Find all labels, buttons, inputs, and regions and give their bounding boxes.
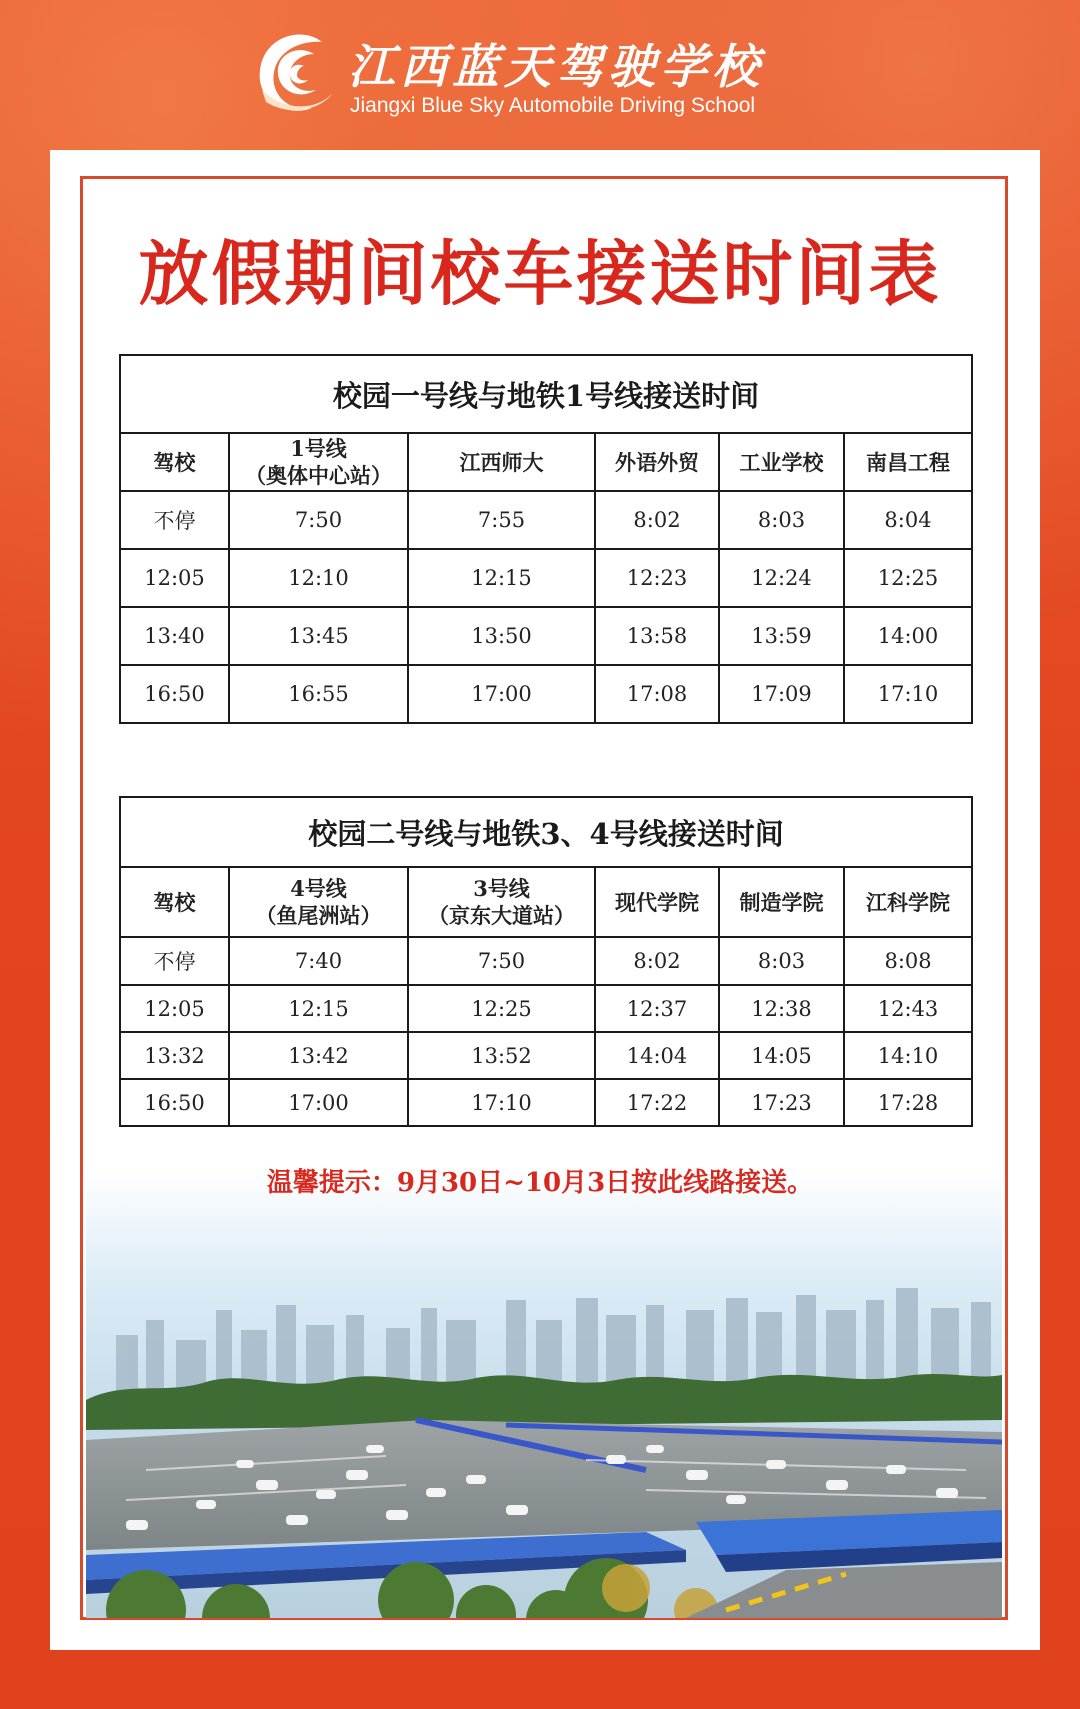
- table-cell: 14:00: [844, 607, 972, 665]
- table-cell: 12:05: [120, 985, 229, 1032]
- table-row: [120, 549, 972, 607]
- table-cell: 16:55: [229, 665, 408, 723]
- table-cell: 7:50: [408, 937, 595, 985]
- column-header: 现代学院: [595, 867, 719, 937]
- table-cell: 7:50: [229, 491, 408, 549]
- table-cell: 12:05: [120, 549, 229, 607]
- table-cell: 17:10: [408, 1079, 595, 1126]
- table-cell: 17:23: [719, 1079, 844, 1126]
- table-cell: 7:55: [408, 491, 595, 549]
- table-cell: 13:58: [595, 607, 719, 665]
- column-header: 南昌工程: [844, 433, 972, 491]
- table-cell: 不停: [120, 491, 229, 549]
- table-row: [120, 937, 972, 985]
- table-cell: 12:38: [719, 985, 844, 1032]
- table-header-row: [120, 867, 972, 937]
- table-row: [120, 665, 972, 723]
- header: [0, 0, 1080, 150]
- table-caption: 校园二号线与地铁3、4号线接送时间: [120, 797, 972, 867]
- table-cell: 17:10: [844, 665, 972, 723]
- table-cell: 13:32: [120, 1032, 229, 1079]
- table-caption-row: [120, 797, 972, 867]
- table-cell: 14:04: [595, 1032, 719, 1079]
- table-cell: 8:02: [595, 491, 719, 549]
- column-header: 4号线 （鱼尾洲站）: [229, 867, 408, 937]
- table-cell: 8:03: [719, 937, 844, 985]
- schedule-table-line-2: [119, 796, 973, 1127]
- column-header: 制造学院: [719, 867, 844, 937]
- table-cell: 12:43: [844, 985, 972, 1032]
- table-cell: 8:08: [844, 937, 972, 985]
- table-row: [120, 985, 972, 1032]
- table-cell: 12:23: [595, 549, 719, 607]
- table-row: [120, 1079, 972, 1126]
- table-row: [120, 607, 972, 665]
- table-cell: 8:03: [719, 491, 844, 549]
- column-header: 江科学院: [844, 867, 972, 937]
- table-cell: 8:04: [844, 491, 972, 549]
- table-cell: 8:02: [595, 937, 719, 985]
- table-cell: 13:50: [408, 607, 595, 665]
- table-cell: 13:42: [229, 1032, 408, 1079]
- table-cell: 12:24: [719, 549, 844, 607]
- table-cell: 17:22: [595, 1079, 719, 1126]
- table-cell: 17:00: [229, 1079, 408, 1126]
- table-row: [120, 1032, 972, 1079]
- table-cell: 12:15: [229, 985, 408, 1032]
- table-cell: 14:05: [719, 1032, 844, 1079]
- table-cell: 12:10: [229, 549, 408, 607]
- table-cell: 不停: [120, 937, 229, 985]
- table-cell: 12:25: [844, 549, 972, 607]
- brand-name-en: Jiangxi Blue Sky Automobile Driving School: [350, 94, 756, 117]
- table-cell: 13:59: [719, 607, 844, 665]
- table-cell: 7:40: [229, 937, 408, 985]
- table-caption: 校园一号线与地铁1号线接送时间: [120, 355, 972, 433]
- table-cell: 12:25: [408, 985, 595, 1032]
- column-header: 驾校: [120, 433, 229, 491]
- table-cell: 17:08: [595, 665, 719, 723]
- table-caption-row: [120, 355, 972, 433]
- table-cell: 12:15: [408, 549, 595, 607]
- column-header: 江西师大: [408, 433, 595, 491]
- table-cell: 13:45: [229, 607, 408, 665]
- table-cell: 16:50: [120, 1079, 229, 1126]
- notice-text: 温馨提示：9月30日~10月3日按此线路接送。: [266, 1168, 814, 1198]
- column-header: 外语外贸: [595, 433, 719, 491]
- brand-name-cn: 江西蓝天驾驶学校: [348, 40, 764, 95]
- blue-sky-swirl-logo-icon: [252, 28, 336, 116]
- table-cell: 13:40: [120, 607, 229, 665]
- column-header: 3号线 （京东大道站）: [408, 867, 595, 937]
- table-cell: 13:52: [408, 1032, 595, 1079]
- table-cell: 14:10: [844, 1032, 972, 1079]
- table-cell: 17:28: [844, 1079, 972, 1126]
- page-title: 放假期间校车接送时间表: [138, 232, 942, 315]
- table-cell: 17:09: [719, 665, 844, 723]
- table-cell: 16:50: [120, 665, 229, 723]
- table-cell: 12:37: [595, 985, 719, 1032]
- driving-school-training-ground-photo: [86, 1170, 1002, 1618]
- table-row: [120, 491, 972, 549]
- schedule-table-line-1: [119, 354, 973, 724]
- column-header: 1号线 （奥体中心站）: [229, 433, 408, 491]
- column-header: 工业学校: [719, 433, 844, 491]
- column-header: 驾校: [120, 867, 229, 937]
- table-cell: 17:00: [408, 665, 595, 723]
- table-header-row: [120, 433, 972, 491]
